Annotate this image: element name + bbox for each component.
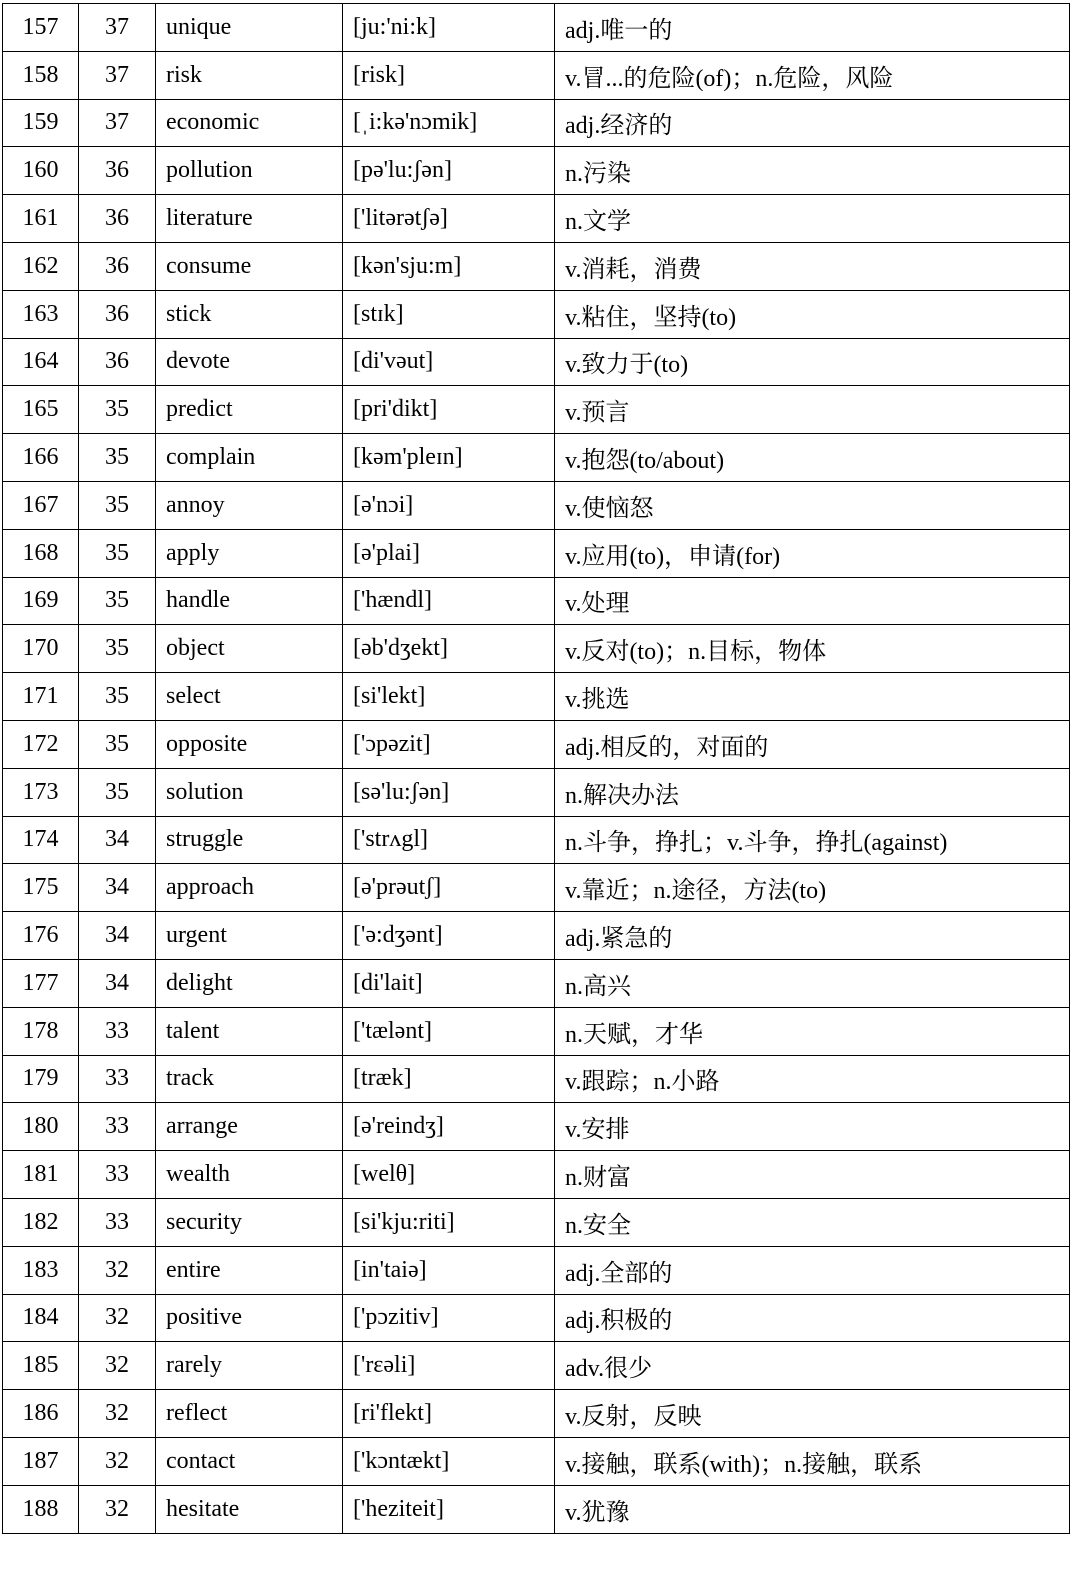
table-row <box>3 768 1070 816</box>
frequency-cell: 34 <box>79 912 156 960</box>
word-cell: pollution <box>156 147 343 195</box>
row-number-cell: 169 <box>3 577 79 625</box>
frequency-cell: 33 <box>79 1103 156 1151</box>
frequency-cell: 35 <box>79 481 156 529</box>
phonetic-cell: [di'lait] <box>343 959 555 1007</box>
meaning-cell: n.天赋，才华 <box>555 1007 1070 1055</box>
word-cell: arrange <box>156 1103 343 1151</box>
meaning-cell: n.高兴 <box>555 959 1070 1007</box>
meaning-cell: n.安全 <box>555 1198 1070 1246</box>
word-cell: object <box>156 625 343 673</box>
meaning-cell: v.应用(to)，申请(for) <box>555 529 1070 577</box>
phonetic-cell: [ə'prəutʃ] <box>343 864 555 912</box>
meaning-cell: v.冒...的危险(of)；n.危险，风险 <box>555 51 1070 99</box>
word-cell: entire <box>156 1246 343 1294</box>
meaning-cell: v.处理 <box>555 577 1070 625</box>
meaning-cell: v.跟踪；n.小路 <box>555 1055 1070 1103</box>
table-row <box>3 864 1070 912</box>
table-row <box>3 386 1070 434</box>
frequency-cell: 36 <box>79 195 156 243</box>
meaning-cell: n.财富 <box>555 1151 1070 1199</box>
frequency-cell: 35 <box>79 720 156 768</box>
meaning-cell: v.预言 <box>555 386 1070 434</box>
row-number-cell: 171 <box>3 673 79 721</box>
phonetic-cell: [risk] <box>343 51 555 99</box>
meaning-cell: adj.唯一的 <box>555 4 1070 52</box>
phonetic-cell: [kəm'pleɪn] <box>343 434 555 482</box>
frequency-cell: 32 <box>79 1246 156 1294</box>
vocabulary-table <box>2 3 1070 1534</box>
table-row <box>3 1485 1070 1533</box>
table-row <box>3 434 1070 482</box>
table-row <box>3 1246 1070 1294</box>
row-number-cell: 186 <box>3 1390 79 1438</box>
frequency-cell: 37 <box>79 99 156 147</box>
word-cell: struggle <box>156 816 343 864</box>
word-cell: solution <box>156 768 343 816</box>
frequency-cell: 35 <box>79 625 156 673</box>
table-row <box>3 195 1070 243</box>
phonetic-cell: [əb'dʒekt] <box>343 625 555 673</box>
table-row <box>3 577 1070 625</box>
phonetic-cell: [di'vəut] <box>343 338 555 386</box>
word-cell: stick <box>156 290 343 338</box>
meaning-cell: n.污染 <box>555 147 1070 195</box>
row-number-cell: 176 <box>3 912 79 960</box>
phonetic-cell: ['strʌgl] <box>343 816 555 864</box>
phonetic-cell: [pə'lu:ʃən] <box>343 147 555 195</box>
frequency-cell: 34 <box>79 864 156 912</box>
phonetic-cell: [ə'plai] <box>343 529 555 577</box>
meaning-cell: v.使恼怒 <box>555 481 1070 529</box>
frequency-cell: 35 <box>79 768 156 816</box>
phonetic-cell: [ˌi:kə'nɔmik] <box>343 99 555 147</box>
row-number-cell: 162 <box>3 242 79 290</box>
row-number-cell: 161 <box>3 195 79 243</box>
vocabulary-sheet <box>2 3 1069 1534</box>
word-cell: approach <box>156 864 343 912</box>
frequency-cell: 35 <box>79 386 156 434</box>
frequency-cell: 32 <box>79 1390 156 1438</box>
meaning-cell: adj.全部的 <box>555 1246 1070 1294</box>
row-number-cell: 182 <box>3 1198 79 1246</box>
table-row <box>3 242 1070 290</box>
word-cell: predict <box>156 386 343 434</box>
table-row <box>3 1437 1070 1485</box>
frequency-cell: 34 <box>79 816 156 864</box>
word-cell: select <box>156 673 343 721</box>
meaning-cell: adj.积极的 <box>555 1294 1070 1342</box>
phonetic-cell: [kən'sju:m] <box>343 242 555 290</box>
frequency-cell: 36 <box>79 242 156 290</box>
meaning-cell: v.安排 <box>555 1103 1070 1151</box>
word-cell: annoy <box>156 481 343 529</box>
row-number-cell: 185 <box>3 1342 79 1390</box>
word-cell: positive <box>156 1294 343 1342</box>
phonetic-cell: [si'lekt] <box>343 673 555 721</box>
row-number-cell: 164 <box>3 338 79 386</box>
row-number-cell: 172 <box>3 720 79 768</box>
row-number-cell: 178 <box>3 1007 79 1055</box>
row-number-cell: 175 <box>3 864 79 912</box>
row-number-cell: 174 <box>3 816 79 864</box>
row-number-cell: 163 <box>3 290 79 338</box>
row-number-cell: 187 <box>3 1437 79 1485</box>
frequency-cell: 37 <box>79 4 156 52</box>
row-number-cell: 180 <box>3 1103 79 1151</box>
frequency-cell: 37 <box>79 51 156 99</box>
word-cell: unique <box>156 4 343 52</box>
phonetic-cell: [si'kju:riti] <box>343 1198 555 1246</box>
meaning-cell: adj.紧急的 <box>555 912 1070 960</box>
word-cell: opposite <box>156 720 343 768</box>
row-number-cell: 165 <box>3 386 79 434</box>
meaning-cell: n.斗争，挣扎；v.斗争，挣扎(against) <box>555 816 1070 864</box>
meaning-cell: v.致力于(to) <box>555 338 1070 386</box>
table-row <box>3 147 1070 195</box>
meaning-cell: v.挑选 <box>555 673 1070 721</box>
phonetic-cell: ['kɔntækt] <box>343 1437 555 1485</box>
frequency-cell: 34 <box>79 959 156 1007</box>
row-number-cell: 183 <box>3 1246 79 1294</box>
row-number-cell: 158 <box>3 51 79 99</box>
phonetic-cell: ['heziteit] <box>343 1485 555 1533</box>
frequency-cell: 36 <box>79 290 156 338</box>
phonetic-cell: [sə'lu:ʃən] <box>343 768 555 816</box>
word-cell: delight <box>156 959 343 1007</box>
table-row <box>3 1007 1070 1055</box>
table-row <box>3 290 1070 338</box>
frequency-cell: 35 <box>79 673 156 721</box>
meaning-cell: v.反射，反映 <box>555 1390 1070 1438</box>
meaning-cell: n.解决办法 <box>555 768 1070 816</box>
word-cell: consume <box>156 242 343 290</box>
meaning-cell: v.接触，联系(with)；n.接触，联系 <box>555 1437 1070 1485</box>
row-number-cell: 167 <box>3 481 79 529</box>
table-row <box>3 912 1070 960</box>
phonetic-cell: [ju:'ni:k] <box>343 4 555 52</box>
meaning-cell: adv.很少 <box>555 1342 1070 1390</box>
row-number-cell: 159 <box>3 99 79 147</box>
table-row <box>3 720 1070 768</box>
phonetic-cell: [træk] <box>343 1055 555 1103</box>
table-row <box>3 1342 1070 1390</box>
row-number-cell: 157 <box>3 4 79 52</box>
word-cell: track <box>156 1055 343 1103</box>
phonetic-cell: [ri'flekt] <box>343 1390 555 1438</box>
meaning-cell: n.文学 <box>555 195 1070 243</box>
word-cell: talent <box>156 1007 343 1055</box>
row-number-cell: 170 <box>3 625 79 673</box>
phonetic-cell: ['tælənt] <box>343 1007 555 1055</box>
frequency-cell: 35 <box>79 434 156 482</box>
row-number-cell: 179 <box>3 1055 79 1103</box>
table-row <box>3 51 1070 99</box>
table-row <box>3 529 1070 577</box>
frequency-cell: 32 <box>79 1342 156 1390</box>
word-cell: apply <box>156 529 343 577</box>
phonetic-cell: ['pɔzitiv] <box>343 1294 555 1342</box>
table-row <box>3 1198 1070 1246</box>
meaning-cell: v.粘住，坚持(to) <box>555 290 1070 338</box>
vocabulary-table-body <box>3 4 1070 1534</box>
meaning-cell: v.犹豫 <box>555 1485 1070 1533</box>
row-number-cell: 173 <box>3 768 79 816</box>
word-cell: security <box>156 1198 343 1246</box>
table-row <box>3 1294 1070 1342</box>
phonetic-cell: ['ə:dʒənt] <box>343 912 555 960</box>
phonetic-cell: [stɪk] <box>343 290 555 338</box>
table-row <box>3 1390 1070 1438</box>
table-row <box>3 1151 1070 1199</box>
frequency-cell: 32 <box>79 1437 156 1485</box>
meaning-cell: v.靠近；n.途径，方法(to) <box>555 864 1070 912</box>
word-cell: contact <box>156 1437 343 1485</box>
row-number-cell: 188 <box>3 1485 79 1533</box>
table-row <box>3 1103 1070 1151</box>
phonetic-cell: ['litərətʃə] <box>343 195 555 243</box>
row-number-cell: 177 <box>3 959 79 1007</box>
frequency-cell: 36 <box>79 147 156 195</box>
phonetic-cell: ['rɛəli] <box>343 1342 555 1390</box>
row-number-cell: 160 <box>3 147 79 195</box>
table-row <box>3 816 1070 864</box>
frequency-cell: 33 <box>79 1198 156 1246</box>
word-cell: rarely <box>156 1342 343 1390</box>
table-row <box>3 481 1070 529</box>
meaning-cell: v.反对(to)；n.目标，物体 <box>555 625 1070 673</box>
phonetic-cell: [pri'dikt] <box>343 386 555 434</box>
frequency-cell: 33 <box>79 1055 156 1103</box>
table-row <box>3 338 1070 386</box>
phonetic-cell: [in'taiə] <box>343 1246 555 1294</box>
meaning-cell: adj.相反的，对面的 <box>555 720 1070 768</box>
phonetic-cell: ['ɔpəzit] <box>343 720 555 768</box>
table-row <box>3 4 1070 52</box>
word-cell: handle <box>156 577 343 625</box>
word-cell: urgent <box>156 912 343 960</box>
table-row <box>3 673 1070 721</box>
frequency-cell: 35 <box>79 577 156 625</box>
table-row <box>3 959 1070 1007</box>
word-cell: devote <box>156 338 343 386</box>
row-number-cell: 184 <box>3 1294 79 1342</box>
meaning-cell: adj.经济的 <box>555 99 1070 147</box>
word-cell: risk <box>156 51 343 99</box>
word-cell: hesitate <box>156 1485 343 1533</box>
row-number-cell: 166 <box>3 434 79 482</box>
row-number-cell: 181 <box>3 1151 79 1199</box>
phonetic-cell: [welθ] <box>343 1151 555 1199</box>
word-cell: wealth <box>156 1151 343 1199</box>
table-row <box>3 625 1070 673</box>
frequency-cell: 33 <box>79 1007 156 1055</box>
table-row <box>3 1055 1070 1103</box>
frequency-cell: 35 <box>79 529 156 577</box>
word-cell: complain <box>156 434 343 482</box>
word-cell: reflect <box>156 1390 343 1438</box>
table-row <box>3 99 1070 147</box>
row-number-cell: 168 <box>3 529 79 577</box>
phonetic-cell: [ə'reindʒ] <box>343 1103 555 1151</box>
phonetic-cell: ['hændl] <box>343 577 555 625</box>
frequency-cell: 32 <box>79 1485 156 1533</box>
frequency-cell: 36 <box>79 338 156 386</box>
phonetic-cell: [ə'nɔi] <box>343 481 555 529</box>
meaning-cell: v.抱怨(to/about) <box>555 434 1070 482</box>
frequency-cell: 32 <box>79 1294 156 1342</box>
frequency-cell: 33 <box>79 1151 156 1199</box>
word-cell: economic <box>156 99 343 147</box>
meaning-cell: v.消耗，消费 <box>555 242 1070 290</box>
word-cell: literature <box>156 195 343 243</box>
